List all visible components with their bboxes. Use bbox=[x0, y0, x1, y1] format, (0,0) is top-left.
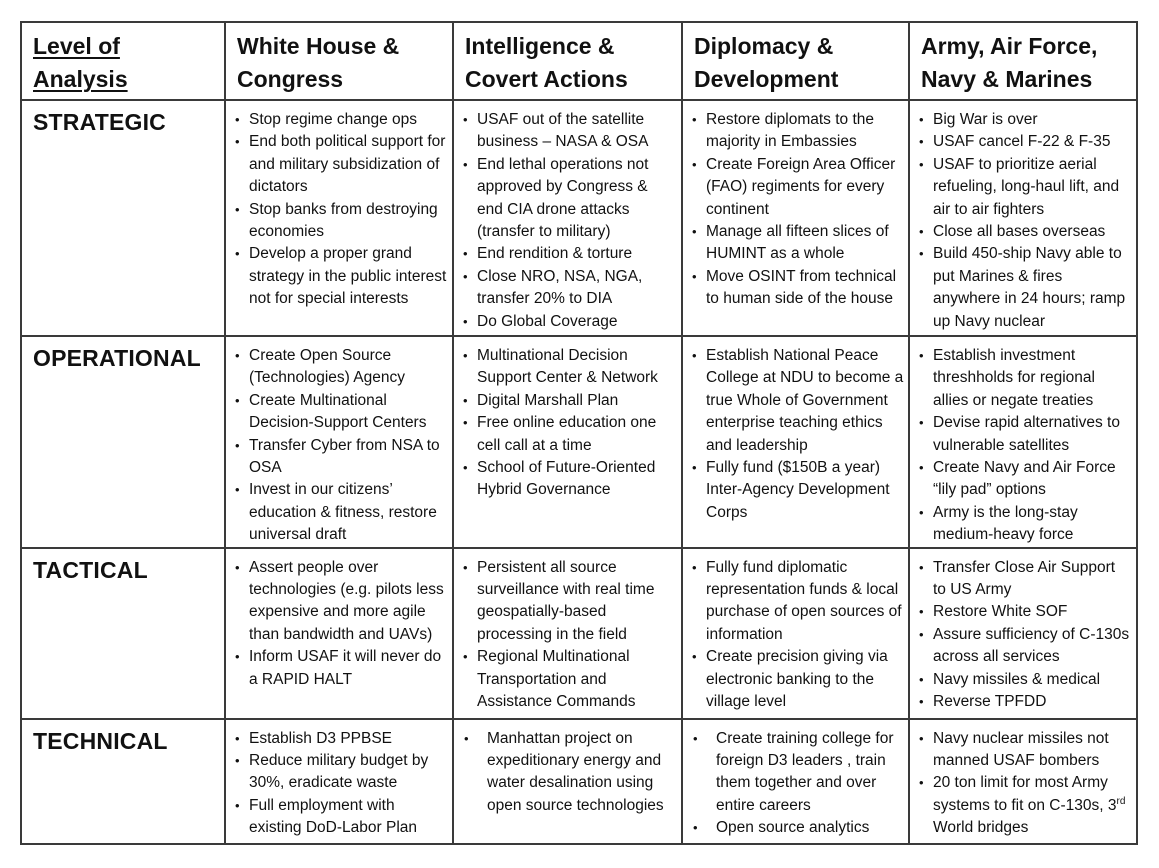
cell-strategic-white-house bbox=[225, 100, 453, 336]
header-line: Development bbox=[694, 66, 839, 92]
header-line: White House & bbox=[237, 33, 400, 59]
bullet-dot-icon: • bbox=[692, 649, 697, 665]
list-item-text: Free online education one cell call at a time bbox=[477, 414, 657, 454]
list-item bbox=[235, 131, 448, 198]
bullet-dot-icon: • bbox=[463, 348, 468, 363]
bullet-dot-icon: • bbox=[235, 559, 240, 575]
list-item-text: Manage all fifteen slices of HUMINT as a whole bbox=[706, 223, 889, 263]
level-label: STRATEGIC bbox=[21, 100, 225, 336]
column-header-diplomacy bbox=[682, 22, 909, 100]
list-item bbox=[693, 817, 904, 839]
list-item-text: Create Open Source (Technologies) Agency bbox=[249, 347, 405, 387]
header-line: Diplomacy & bbox=[694, 33, 834, 59]
cell-operational-intelligence bbox=[453, 336, 682, 548]
list-item-text: End both political support for and military subsidization of dictators bbox=[249, 133, 446, 196]
list-item-text: Navy nuclear missiles not manned USAF bombers bbox=[933, 729, 1109, 770]
list-item bbox=[463, 243, 677, 265]
list-item-text: Stop regime change ops bbox=[249, 111, 418, 128]
list-item-text: Fully fund diplomatic representation funds & local purchase of open sources of information bbox=[706, 558, 902, 643]
list-item-text: Regional Multinational Transportation and Assistance Commands bbox=[477, 648, 636, 711]
header-line: Analysis bbox=[33, 66, 128, 92]
bullet-list bbox=[683, 720, 908, 840]
list-item bbox=[463, 154, 677, 244]
list-item bbox=[919, 109, 1132, 131]
list-item bbox=[919, 345, 1132, 412]
bullet-dot-icon: • bbox=[235, 246, 240, 262]
table-row-technical bbox=[21, 719, 1137, 844]
list-item-text: Stop banks from destroying economies bbox=[249, 200, 438, 241]
list-item-text: 20 ton limit for most Army systems to fit on C-130s, 3rd World bridges bbox=[933, 774, 1126, 837]
bullet-dot-icon: • bbox=[463, 392, 468, 408]
list-item bbox=[235, 345, 448, 390]
list-item-text: End lethal operations not approved by Congress & end CIA drone attacks (transfer to military) bbox=[477, 155, 649, 241]
bullet-list bbox=[683, 549, 908, 714]
bullet-dot-icon: • bbox=[463, 112, 468, 127]
bullet-list bbox=[683, 101, 908, 311]
bullet-list bbox=[910, 549, 1136, 714]
list-item bbox=[235, 750, 448, 795]
list-item-text: Multinational Decision Support Center & Network bbox=[477, 347, 658, 387]
list-item bbox=[919, 772, 1132, 839]
bullet-dot-icon: • bbox=[463, 313, 468, 329]
header-row bbox=[21, 22, 1137, 100]
header-line: Navy & Marines bbox=[921, 66, 1093, 92]
list-item-text: USAF out of the satellite business – NASA & OSA bbox=[477, 111, 649, 151]
level-of-analysis-header bbox=[21, 22, 225, 100]
column-header-military bbox=[909, 22, 1137, 100]
list-item-text: Navy missiles & medical bbox=[933, 670, 1101, 688]
bullet-dot-icon: • bbox=[235, 437, 240, 453]
list-item bbox=[692, 221, 904, 266]
cell-strategic-military bbox=[909, 100, 1137, 336]
bullet-dot-icon: • bbox=[463, 415, 468, 431]
list-item bbox=[919, 154, 1132, 221]
bullet-dot-icon: • bbox=[463, 268, 468, 284]
bullet-dot-icon: • bbox=[463, 460, 468, 476]
list-item-text: End rendition & torture bbox=[477, 245, 633, 263]
cell-technical-white-house bbox=[225, 719, 453, 844]
bullet-list bbox=[226, 337, 452, 547]
list-item bbox=[919, 457, 1132, 502]
bullet-dot-icon: • bbox=[235, 134, 240, 150]
bullet-dot-icon: • bbox=[463, 559, 468, 575]
bullet-dot-icon: • bbox=[693, 730, 698, 746]
list-item-text: USAF cancel F-22 & F-35 bbox=[933, 133, 1111, 151]
list-item-text: Restore White SOF bbox=[933, 603, 1068, 621]
cell-technical-military bbox=[909, 719, 1137, 844]
list-item-text: Close all bases overseas bbox=[933, 223, 1106, 241]
list-item-text: Move OSINT from technical to human side of the house bbox=[706, 267, 897, 308]
list-item-text: Inform USAF it will never do a RAPID HALT bbox=[249, 648, 442, 688]
list-item bbox=[235, 109, 448, 131]
bullet-dot-icon: • bbox=[463, 246, 468, 262]
list-item bbox=[235, 646, 448, 691]
list-item-text: Reduce military budget by 30%, eradicate waste bbox=[249, 752, 429, 792]
bullet-dot-icon: • bbox=[919, 504, 924, 520]
bullet-dot-icon: • bbox=[919, 348, 924, 363]
bullet-dot-icon: • bbox=[693, 820, 698, 836]
list-item bbox=[464, 728, 677, 818]
bullet-dot-icon: • bbox=[692, 559, 697, 575]
bullet-list bbox=[910, 337, 1136, 547]
level-label: TECHNICAL bbox=[21, 719, 225, 844]
bullet-dot-icon: • bbox=[919, 559, 924, 575]
bullet-dot-icon: • bbox=[919, 775, 924, 791]
list-item-text: Create Navy and Air Force “lily pad” options bbox=[933, 459, 1116, 499]
bullet-dot-icon: • bbox=[692, 156, 697, 172]
list-item bbox=[919, 691, 1132, 713]
bullet-list bbox=[226, 101, 452, 311]
list-item-text: Close NRO, NSA, NGA, transfer 20% to DIA bbox=[477, 267, 643, 308]
list-item bbox=[919, 624, 1132, 669]
cell-tactical-military bbox=[909, 548, 1137, 719]
list-item bbox=[692, 646, 904, 713]
bullet-list bbox=[683, 337, 908, 524]
level-label: TACTICAL bbox=[21, 548, 225, 719]
list-item bbox=[235, 557, 448, 647]
list-item-text: Army is the long-stay medium-heavy force bbox=[933, 503, 1078, 544]
list-item-text: Create Foreign Area Officer (FAO) regiments for every continent bbox=[706, 155, 896, 218]
list-item-text: Devise rapid alternatives to vulnerable satellites bbox=[933, 414, 1120, 454]
column-header-intelligence bbox=[453, 22, 682, 100]
bullet-dot-icon: • bbox=[235, 482, 240, 498]
list-item bbox=[235, 728, 448, 750]
bullet-dot-icon: • bbox=[919, 134, 924, 150]
list-item bbox=[919, 728, 1132, 773]
list-item bbox=[919, 412, 1132, 457]
bullet-dot-icon: • bbox=[235, 753, 240, 769]
list-item bbox=[693, 728, 904, 818]
list-item-text: Transfer Cyber from NSA to OSA bbox=[249, 436, 440, 477]
list-item bbox=[919, 243, 1132, 333]
list-item bbox=[235, 390, 448, 435]
list-item bbox=[463, 557, 677, 647]
list-item-text: Restore diplomats to the majority in Embassies bbox=[706, 111, 875, 151]
cell-tactical-intelligence bbox=[453, 548, 682, 719]
list-item-text: Establish D3 PPBSE bbox=[249, 729, 393, 747]
list-item bbox=[463, 266, 677, 311]
bullet-list bbox=[454, 549, 681, 714]
bullet-dot-icon: • bbox=[235, 112, 240, 127]
bullet-dot-icon: • bbox=[919, 671, 924, 687]
list-item bbox=[235, 479, 448, 546]
list-item bbox=[463, 311, 677, 333]
list-item bbox=[463, 412, 677, 457]
list-item bbox=[463, 109, 677, 154]
list-item bbox=[463, 457, 677, 502]
cell-tactical-diplomacy bbox=[682, 548, 909, 719]
list-item-text: Establish investment threshholds for regional allies or negate treaties bbox=[933, 347, 1095, 409]
bullet-dot-icon: • bbox=[919, 730, 924, 746]
bullet-dot-icon: • bbox=[919, 156, 924, 172]
list-item-text: Full employment with existing DoD-Labor Plan bbox=[249, 796, 418, 837]
list-item-text: Create training college for foreign D3 leaders , train them together and over entire careers bbox=[716, 729, 894, 814]
list-item-text: Build 450-ship Navy able to put Marines & fires anywhere in 24 hours; ramp up Navy nuclear bbox=[933, 245, 1126, 330]
list-item-text: Transfer Close Air Support to US Army bbox=[933, 558, 1116, 599]
bullet-dot-icon: • bbox=[692, 224, 697, 240]
cell-operational-military bbox=[909, 336, 1137, 548]
bullet-dot-icon: • bbox=[692, 112, 697, 127]
bullet-list bbox=[226, 549, 452, 691]
table-row-tactical bbox=[21, 548, 1137, 719]
list-item bbox=[919, 557, 1132, 602]
list-item-text: Fully fund ($150B a year) Inter-Agency Development Corps bbox=[706, 459, 890, 521]
bullet-dot-icon: • bbox=[692, 348, 697, 363]
bullet-dot-icon: • bbox=[919, 112, 924, 127]
list-item bbox=[692, 154, 904, 221]
list-item-text: Reverse TPFDD bbox=[933, 693, 1047, 711]
column-header-white-house bbox=[225, 22, 453, 100]
list-item bbox=[919, 131, 1132, 153]
bullet-dot-icon: • bbox=[463, 156, 468, 172]
bullet-list bbox=[226, 720, 452, 840]
list-item bbox=[692, 266, 904, 311]
bullet-dot-icon: • bbox=[919, 626, 924, 642]
list-item bbox=[235, 795, 448, 840]
list-item-text: Establish National Peace College at NDU to become a true Whole of Government enterprise teaching ethics and leadership bbox=[706, 347, 904, 454]
bullet-dot-icon: • bbox=[235, 649, 240, 665]
level-label: OPERATIONAL bbox=[21, 336, 225, 548]
levels-of-analysis-table bbox=[20, 21, 1138, 845]
list-item bbox=[235, 435, 448, 480]
cell-strategic-diplomacy bbox=[682, 100, 909, 336]
cell-operational-diplomacy bbox=[682, 336, 909, 548]
list-item bbox=[692, 109, 904, 154]
bullet-dot-icon: • bbox=[464, 730, 469, 746]
bullet-dot-icon: • bbox=[463, 649, 468, 665]
bullet-dot-icon: • bbox=[919, 224, 924, 240]
cell-strategic-intelligence bbox=[453, 100, 682, 336]
bullet-dot-icon: • bbox=[235, 797, 240, 813]
bullet-dot-icon: • bbox=[692, 460, 697, 476]
list-item-text: Assert people over technologies (e.g. pilots less expensive and more agile than bandwidth and UAVs) bbox=[249, 558, 444, 643]
cell-technical-diplomacy bbox=[682, 719, 909, 844]
bullet-list bbox=[454, 101, 681, 333]
list-item-text: Manhattan project on expeditionary energy and water desalination using open source technologies bbox=[487, 729, 664, 814]
list-item-text: USAF to prioritize aerial refueling, long-haul lift, and air to air fighters bbox=[933, 155, 1120, 218]
list-item bbox=[463, 345, 677, 390]
list-item bbox=[919, 502, 1132, 547]
table-row-strategic bbox=[21, 100, 1137, 336]
bullet-list bbox=[454, 337, 681, 502]
bullet-dot-icon: • bbox=[919, 415, 924, 431]
list-item-text: Do Global Coverage bbox=[477, 312, 618, 330]
bullet-dot-icon: • bbox=[919, 246, 924, 262]
list-item bbox=[692, 345, 904, 457]
bullet-dot-icon: • bbox=[235, 348, 240, 363]
bullet-dot-icon: • bbox=[919, 604, 924, 620]
list-item bbox=[692, 457, 904, 524]
list-item bbox=[919, 669, 1132, 691]
bullet-dot-icon: • bbox=[692, 268, 697, 284]
bullet-dot-icon: • bbox=[235, 730, 240, 746]
bullet-dot-icon: • bbox=[919, 694, 924, 710]
list-item-text: Assure sufficiency of C-130s across all services bbox=[933, 625, 1130, 666]
bullet-dot-icon: • bbox=[235, 392, 240, 408]
list-item-text: Persistent all source surveillance with real time geospatially-based processing in the field bbox=[477, 558, 655, 643]
bullet-list bbox=[910, 101, 1136, 333]
header-line: Covert Actions bbox=[465, 66, 628, 92]
header-line: Congress bbox=[237, 66, 344, 92]
cell-tactical-white-house bbox=[225, 548, 453, 719]
header-line: Level of bbox=[33, 33, 120, 59]
cell-operational-white-house bbox=[225, 336, 453, 548]
list-item-text: School of Future-Oriented Hybrid Governance bbox=[477, 459, 656, 499]
table-row-operational bbox=[21, 336, 1137, 548]
list-item bbox=[919, 221, 1132, 243]
list-item bbox=[463, 646, 677, 713]
list-item bbox=[235, 243, 448, 310]
list-item bbox=[463, 390, 677, 412]
list-item-text: Create Multinational Decision-Support Centers bbox=[249, 391, 427, 432]
bullet-dot-icon: • bbox=[919, 460, 924, 476]
bullet-list bbox=[454, 720, 681, 818]
list-item-text: Digital Marshall Plan bbox=[477, 391, 619, 409]
list-item-text: Open source analytics bbox=[716, 819, 870, 837]
header-line: Army, Air Force, bbox=[921, 33, 1098, 59]
bullet-dot-icon: • bbox=[235, 201, 240, 217]
list-item-text: Big War is over bbox=[933, 111, 1038, 128]
cell-technical-intelligence bbox=[453, 719, 682, 844]
header-line: Intelligence & bbox=[465, 33, 615, 59]
list-item bbox=[235, 199, 448, 244]
bullet-list bbox=[910, 720, 1136, 840]
list-item bbox=[919, 601, 1132, 623]
list-item-text: Create precision giving via electronic banking to the village level bbox=[706, 648, 888, 711]
list-item-text: Develop a proper grand strategy in the public interest not for special interests bbox=[249, 245, 447, 308]
list-item bbox=[692, 557, 904, 647]
list-item-text: Invest in our citizens’ education & fitness, restore universal draft bbox=[249, 481, 437, 544]
